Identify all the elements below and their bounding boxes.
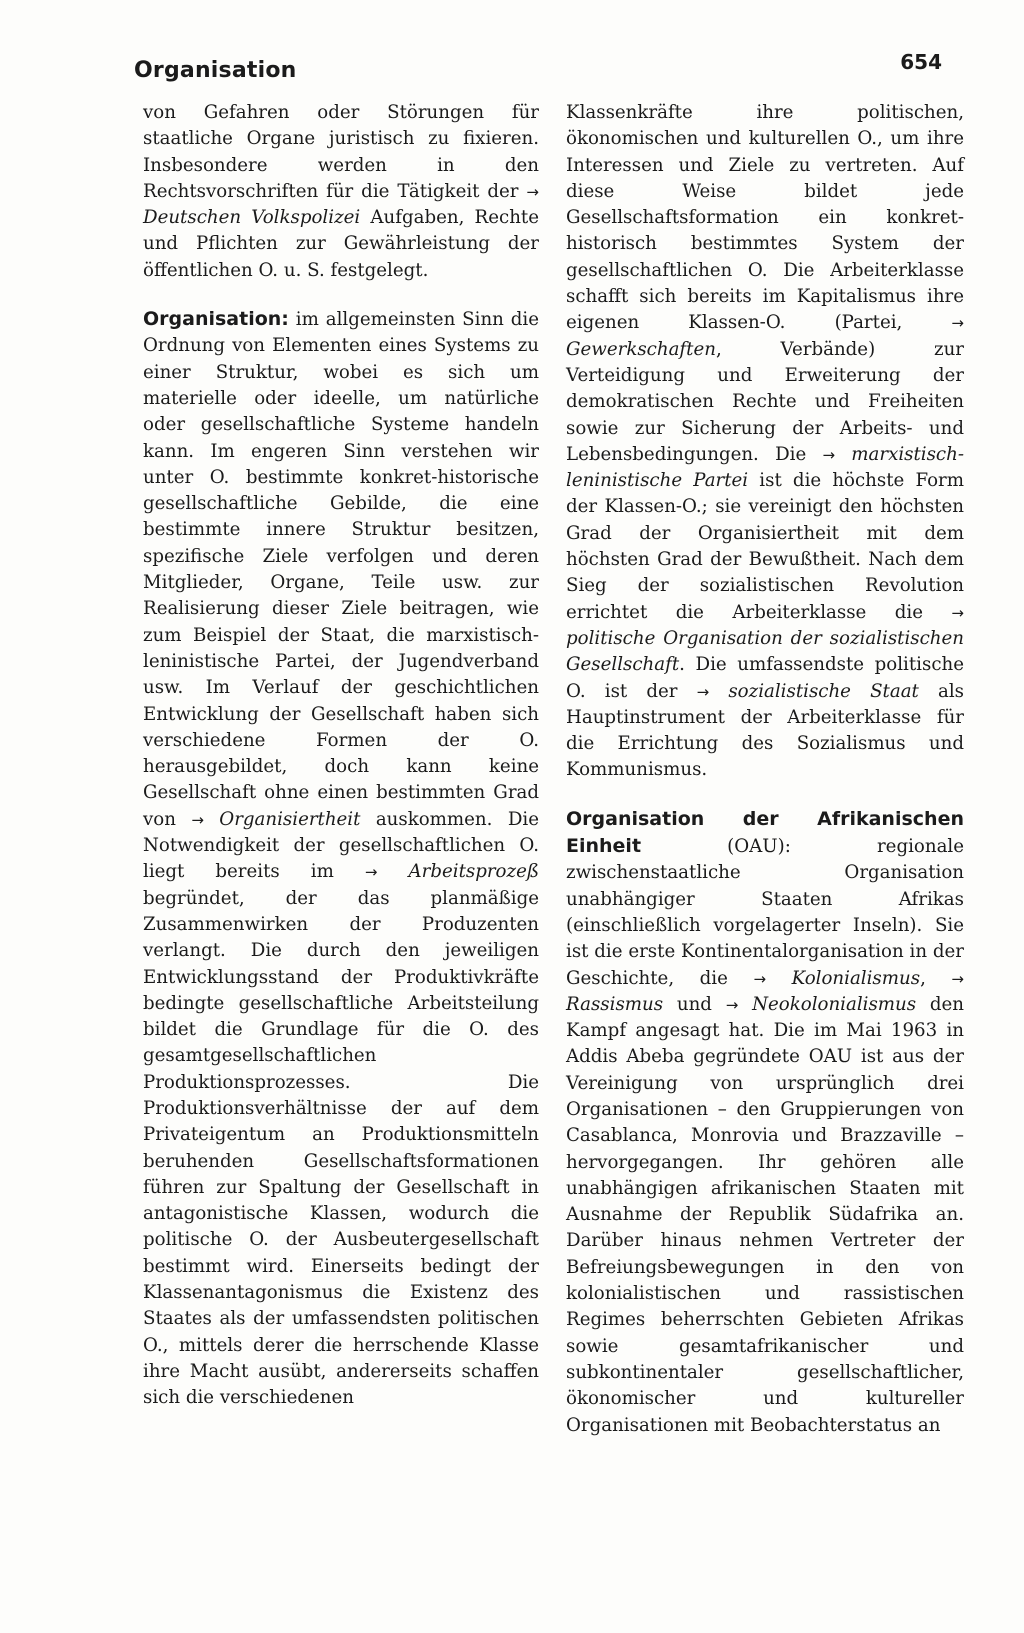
body-text: Klassenkräfte ihre politischen, ökonomischen und kulturellen O., um ihre Interessen und Ziele zu vertreten. Auf diese Weise bildet jede Gesellschaftsformation ein konkret-historisch bestimmtes System der gesellschaftlichen O. Die Arbeiterklasse schafft sich bereits im Kapitalismus ihre eigenen Klassen-O. (Partei, xyxy=(566,102,964,334)
cross-reference: marxistisch-leninistische Partei xyxy=(566,443,964,492)
body-text: auskommen. Die Notwendigkeit der gesellschaftlichen O. liegt bereits im xyxy=(143,808,539,883)
cross-reference-arrow-icon: → xyxy=(951,969,964,988)
cross-reference: sozialistische Staat xyxy=(728,680,919,702)
cross-reference: Arbeitsprozeß xyxy=(408,861,539,883)
body-text: im allgemeinsten Sinn die Ordnung von Elementen eines Systems zu einer Struktur, wobei es sich um materielle oder ideelle, um natürliche oder gesellschaftliche Systeme handeln kann. Im engeren Sinn verstehen wir unter O. bestimmte konkret-historische gesellschaftliche Gebilde, die eine bestimmte innere Struktur besitzen, spezifische Ziele verfolgen und deren Mitglieder, Organe, Teile usw. zur Realisierung dieser Ziele beitragen, wie zum Beispiel der Staat, die marxistisch-leninistische Partei, der Jugendverband usw. Im Verlauf der geschichtlichen Entwicklung der Gesellschaft haben sich verschiedene Formen der O. herausgebildet, doch kann keine Gesellschaft ohne einen bestimmten Grad von xyxy=(143,309,539,830)
body-text: begründet, der das planmäßige Zusammenwirken der Produzenten verlangt. Die durch den jeweiligen Entwicklungsstand der Produktivkräfte bedingte gesellschaftliche Arbeitsteilung bildet die Grundlage für die O. des gesamtgesellschaftlichen Produktionsprozesses. Die Produktionsverhältnisse der auf dem Privateigentum an Produktionsmitteln beruhenden Gesellschaftsformationen führen zur Spaltung der Gesellschaft in antagonistische Klassen, wodurch die politische O. der Ausbeutergesellschaft bestimmt wird. Einerseits bedingt der Klassenantagonismus die Existenz des Staates als der umfassendsten politischen O., mittels derer die herrschende Klasse ihre Macht ausübt, andererseits schaffen sich die verschiedenen xyxy=(143,887,539,1409)
body-text: und xyxy=(663,993,726,1015)
cross-reference-arrow-icon: → xyxy=(364,863,378,882)
page-number: 654 xyxy=(900,50,942,74)
body-text: von Gefahren oder Störungen für staatliche Organe juristisch zu fixieren. Insbesondere werden in den Rechtsvorschriften für die Tätigkeit der xyxy=(143,102,539,202)
cross-reference: Gewerkschaften xyxy=(566,338,716,360)
cross-reference: Neokolonialismus xyxy=(752,993,917,1015)
running-head: Organisation xyxy=(134,58,297,83)
cross-reference: politische Organisation der sozialistischen Gesellschaft xyxy=(566,627,964,676)
left-column xyxy=(143,100,539,1412)
entry-oau xyxy=(566,806,964,1439)
cross-reference: Kolonialismus xyxy=(791,967,921,989)
body-text: (OAU): regionale zwischenstaatliche Organisation unabhängiger Staaten Afrikas (einschließlich vorgelagerter Inseln). Sie ist die erste Kontinentalorganisation in der Geschichte, die xyxy=(566,836,964,989)
body-text: , Verbände) zur Verteidigung und Erweiterung der demokratischen Rechte und Freiheiten sowie zur Sicherung der Arbeits- und Lebensbedingungen. Die xyxy=(566,338,964,465)
cross-reference: Deutschen Volkspolizei xyxy=(143,207,361,229)
right-column xyxy=(566,100,964,1439)
body-text: . Die umfassendste politische O. ist der xyxy=(566,654,964,702)
cross-reference: Rassismus xyxy=(566,993,664,1015)
body-text: als Hauptinstrument der Arbeiterklasse für die Errichtung des Sozialismus und Kommunismus. xyxy=(566,680,964,781)
cross-reference-arrow-icon: → xyxy=(191,810,204,829)
cross-reference-arrow-icon: → xyxy=(753,969,767,988)
body-text: ist die höchste Form der Klassen-O.; sie vereinigt den höchsten Grad der Organisiertheit mit dem höchsten Grad der Bewußtheit. Nach dem Sieg der sozialistischen Revolution errichtet die Arbeiterklasse die xyxy=(566,470,964,623)
body-text: Aufgaben, Rechte und Pflichten zur Gewährleistung der öffentlichen O. u. S. festgelegt. xyxy=(143,207,539,281)
body-text: , xyxy=(920,967,952,989)
cross-reference: Organisiertheit xyxy=(219,808,361,830)
cross-reference-arrow-icon: → xyxy=(951,314,964,333)
cross-reference-arrow-icon: → xyxy=(822,445,836,464)
entry-organisation xyxy=(143,306,539,1411)
cross-reference-arrow-icon: → xyxy=(951,603,964,622)
entry-continuation-paragraph xyxy=(566,100,964,784)
cross-reference-arrow-icon: → xyxy=(725,995,739,1014)
body-text: den Kampf angesagt hat. Die im Mai 1963 in Addis Abeba gegründete OAU ist aus der Vereinigung von ursprünglich drei Organisationen – den Gruppierungen von Casablanca, Monrovia und Brazzaville – hervorgegangen. Ihr gehören alle unabhängigen afrikanischen Staaten mit Ausnahme der Republik Südafrika an. Darüber hinaus nehmen Vertreter der Befreiungsbewegungen in den von kolonialistischen und rassistischen Regimes beherrschten Gebieten Afrikas sowie gesamtafrikanischer und subkontinentaler gesellschaftlicher, ökonomischer und kultureller Organisationen mit Beobachterstatus an xyxy=(566,993,964,1436)
entry-headword: Organisation der Afrikanischen Einheit xyxy=(566,807,964,858)
cross-reference-arrow-icon: → xyxy=(526,182,539,201)
cross-reference-arrow-icon: → xyxy=(696,682,710,701)
entry-continuation-paragraph xyxy=(143,100,539,284)
entry-headword: Organisation: xyxy=(143,308,289,331)
